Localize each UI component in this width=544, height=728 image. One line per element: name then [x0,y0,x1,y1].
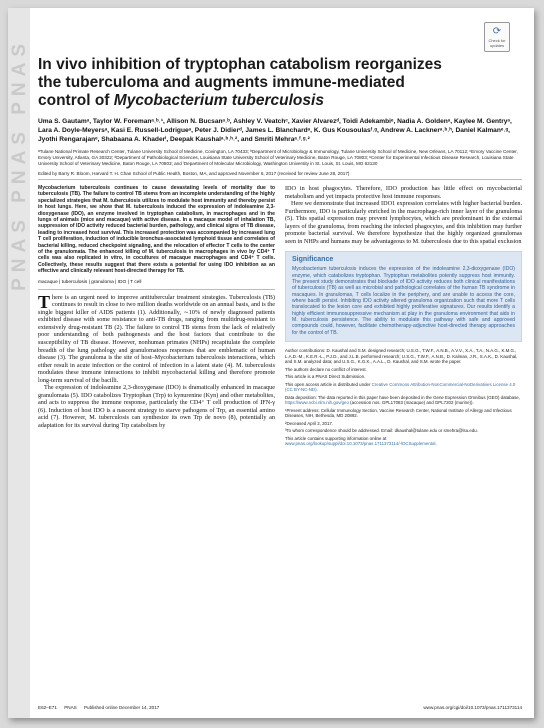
keywords: macaque | tuberculosis | granuloma | IDO | T cell [38,280,275,290]
abstract: Mycobacterium tuberculosis continues to cause devastating levels of mortality due to tuberculosis (TB). The failure to control TB stems from an incomplete understanding of the highly specialized strategies that M. tuberculosis utilizes to modulate host immunity and thereby persist in host lungs. Here, we show that M. tuberculosis induced the expression of indoleamine 2,3-dioxygenase (IDO), an enzyme involved in tryptophan catabolism, in macrophages and in the lungs of animals (mice and macaque) with active disease. In a macaque model of inhalation TB, suppression of IDO activity reduced bacterial burden, pathology, and clinical signs of TB disease, leading to increased host survival. This increased protection was accompanied by increased lung T cell proliferation, induction of inducible bronchus-associated lymphoid tissue and correlates of bacterial killing, reduced checkpoint signaling, and the relocation of effector T cells to the center of the granulomata. The enhanced killing of M. tuberculosis in macrophages in vivo by CD4⁺ T cells was also replicated in vitro, in cocultures of macaque macrophages and CD4⁺ T cells. Collectively, these results suggest that there exists a potential for using IDO inhibition as an effective and clinically relevant host-directed therapy for TB. [38,185,275,275]
title-species: Mycobacterium tuberculosis [113,92,324,109]
title-line-3: control of [38,92,114,109]
deposition-text: Data deposition: The data reported in this paper have been deposited in the Gene Expression Omnibus (GEO) database, [285,394,520,400]
author-contributions: Author contributions: D. Kaushal and S.M. designed research; U.S.G., T.W.F., A.N.B., A.V.V., X.A., T.A., N.A.G., K.M.G., L.A.D.-M., K.E.R.-L., P.J.D., and J.L.B. performed research; U.S.G., T.W.F., A.N.B., D. Kalman, J.R., S.A.K., D. Kaushal, and S.M. analyzed data; and U.S.G., K.G.K., A.A.L., D. Kaushal, and S.M. wrote the paper. [285,348,518,365]
article-notes [285,348,522,447]
author-list: Uma S. Gautamᵃ, Taylor W. Foremanᵃ˒ᵇ˒¹, Allison N. Bucsanᵃ˒ᵇ, Ashley V. Veatchᶜ, Xavier Alvarezᵈ, Toidi Adekambiᵉ, Nadia A. Goldenᵃ, Kaylee M. Gentryᵃ, Lara A. Doyle-Meyersᵃ, Kasi E. Russell-Lodrigueᵃ, Peter J. Didierᵈ, James L. Blanchardᵃ, K. Gus Kousoulasᶠ˒ᵍ, Andrew A. Lacknerᵃ˒ᵇ˒ʰ, Daniel Kalmanᵉ˒ᵍ, Jyothi Rengarajanᵉ, Shabaana A. Khaderⁱ, Deepak Kaushalᵃ˒ᵇ˒ʰ˒², and Smriti Mehraᵃ˒ᶠ˒ᵍ˒² [38,118,512,143]
left-column [38,185,275,449]
badge-label: Check for [488,38,506,43]
correspondence: ³To whom correspondence should be addressed. Email: dkaushal@tulane.edu or smehra@lsu.edu. [285,428,478,434]
published-date: Published online December 14, 2017 [83,705,160,710]
article-content [38,56,522,449]
two-column-layout [38,185,522,449]
present-address: ¹Present address: Cellular Immunology Section, Vaccine Research Center, National Institute of Allergy and Infectious Diseases, NIH, Bethesda, MD 20892. [285,407,512,419]
intro-paragraph-1: here is an urgent need to improve antitubercular treatment strategies. Tuberculosis (TB) continues to result in close to two million deaths worldwide on an annual basis, and is the single biggest killer of AIDS patients (1). Additionally, ∼10% of newly diagnosed patients exhibited disease with some resistance to anti-TB drugs, ranging from multidrug-resistant to extensively drug-resistant TB (2). The failure to control TB stems from the lack of relatively poor understanding of both pathogenesis and the host factors that contribute to the susceptibility of TB disease. However, nonhuman primates (NHPs) recapitulate the complete breadth of the lung pathology and granulomatous responses that are emblematic of human disease (3). The granuloma is the site of host–Mycobacterium tuberculosis interactions, which either result in acute infection or the control of infection in a latent state (4). M. tuberculosis modulates these immune interactions to inhibit mycobacterial killing and therefore promote long-term survival of the bacilli. [38,293,275,384]
page-footer [38,705,522,710]
significance-box [285,251,522,342]
paper-page [8,8,534,718]
geo-link[interactable]: https://www.ncbi.nlm.nih.gov/geo [285,400,349,406]
drop-cap: T [38,291,51,312]
title-line-1: In vivo inhibition of tryptophan catabolism reorganizes [38,56,442,73]
right-body-text [285,185,522,245]
journal-sidebar [8,8,30,718]
intro-paragraph-2: The expression of indoleamine 2,3-dioxygenase (IDO) is dramatically enhanced in macaque granulomata (5). IDO catabolizes Tryptophan (Trp) to kynurenine (Kyn) and other metabolites, and acts to suppress the immune response, particularly the CD4⁺ T cell production of IFN-γ (6). Induction of host IDO is a nascent strategy to starve pathogens of Trp, an essential amino acid (7). However, M. tuberculosis can synthesize its own Trp de novo (8), potentially an adaptation for its survival during Trp catabolism by [38,384,275,429]
license-link[interactable]: Creative Commons Attribution-NonCommercial-NoDerivatives License 4.0 (CC BY-NC-ND). [285,381,516,393]
title-line-2: the tuberculoma and augments immune-mediated [38,74,405,91]
license-note [285,382,522,393]
article-title [38,56,522,110]
right-paragraph-2: Here we demonstrate that increased IDO1 expression correlates with higher bacterial burden. Furthermore, IDO is particularly enriched in the macrophage-rich inner layer of the granuloma (5). This spatial expression may prevent lymphocytes, which are predominant in the external layers of the granuloma, from reaching the infected phagocytes, and this inhibition may further promote bacterial survival. We therefore hypothesize that the highly organized granulomas seen in NHPs and humans may be advantageous to M. tuberculosis due to this spatial exclusion [285,200,522,245]
footer-left [38,705,165,710]
supporting-link[interactable]: www.pnas.org/lookup/suppl/doi:10.1073/pnas.1711373114/-/DCSupplemental. [285,441,437,447]
update-check-icon: ⟳ [492,26,502,37]
affiliations: ᵃTulane National Primate Research Center, Tulane University School of Medicine, Covington, LA 70433; ᵇDepartment of Microbiology & Immunology, Tulane University School of Medicine, New Orleans, LA 70112; ᶜEmory Vaccine Center, Emory University, Atlanta, GA 30322; ᵈDepartment of Pathobiological Sciences, Louisiana State University School of Veterinary Medicine, Baton Rouge, LA 70803; ᵉCenter for Experimental Infectious Disease Research, Louisiana State University School of Veterinary Medicine, Baton Rouge, LA 70803; and ⁱDepartment of Molecular Microbiology, Washington University in St. Louis, St. Louis, MO 63130 [38,149,518,166]
sidebar-watermark: PNAS PNAS PNAS [9,38,30,291]
deceased-note: ²Deceased April 2, 2017. [285,420,334,426]
check-for-updates-badge[interactable] [484,22,510,52]
journal-name: PNAS [64,705,77,710]
conflict-statement: The authors declare no conflict of interest. [285,366,367,372]
doi-link[interactable]: www.pnas.org/cgi/doi/10.1073/pnas.1711373114 [423,705,522,710]
intro-text [38,291,275,430]
data-deposition [285,395,522,406]
supporting-text: This article contains supporting information online at [285,435,387,441]
page-range: E62–E71 [38,705,57,710]
significance-text: Mycobacterium tuberculosis induces the expression of the indoleamine 2,3-dioxygenase (IDO) enzyme, which catabolizes tryptophan. Tryptophan metabolites potently suppress host immunity. The present study demonstrates that blockade of IDO activity reduces both clinical manifestations of tuberculosis (TB) as well as microbial and pathological correlates of the human TB syndrome in macaques. In granulomas, T cells localize in the periphery, and are unable to access the core, where bacilli persist. Inhibiting IDO activity altered granuloma organization such that more T cells translocated to the lesion core and exhibited highly proliferative signatures. Our results identify a highly efficient immunosuppressive mechanism at play in the granuloma environment that aids in M. tuberculosis persistence. The ability to modulate this pathway with safe and approved compounds could, however, facilitate chemotherapy-adjunctive host-directed therapy approaches for the control of TB. [292,266,515,336]
right-paragraph-1: IDO in host phagocytes. Therefore, IDO production has little effect on mycobacterial metabolism and yet impacts protective host immune responses. [285,185,522,200]
right-column [285,185,522,449]
direct-submission: This article is a PNAS Direct Submission. [285,374,366,380]
supporting-info [285,436,522,447]
license-text: This open access article is distributed under [285,381,372,387]
badge-label-2: updates [489,43,505,48]
edited-by: Edited by Barry R. Bloom, Harvard T. H. Chan School of Public Health, Boston, MA, and approved November 6, 2017 (received for review June 28, 2017) [38,171,522,180]
deposition-accessions: (accession nos. GPL17083 (macaque) and GPL7202 (murine)). [348,400,474,406]
significance-title: Significance [292,256,334,264]
